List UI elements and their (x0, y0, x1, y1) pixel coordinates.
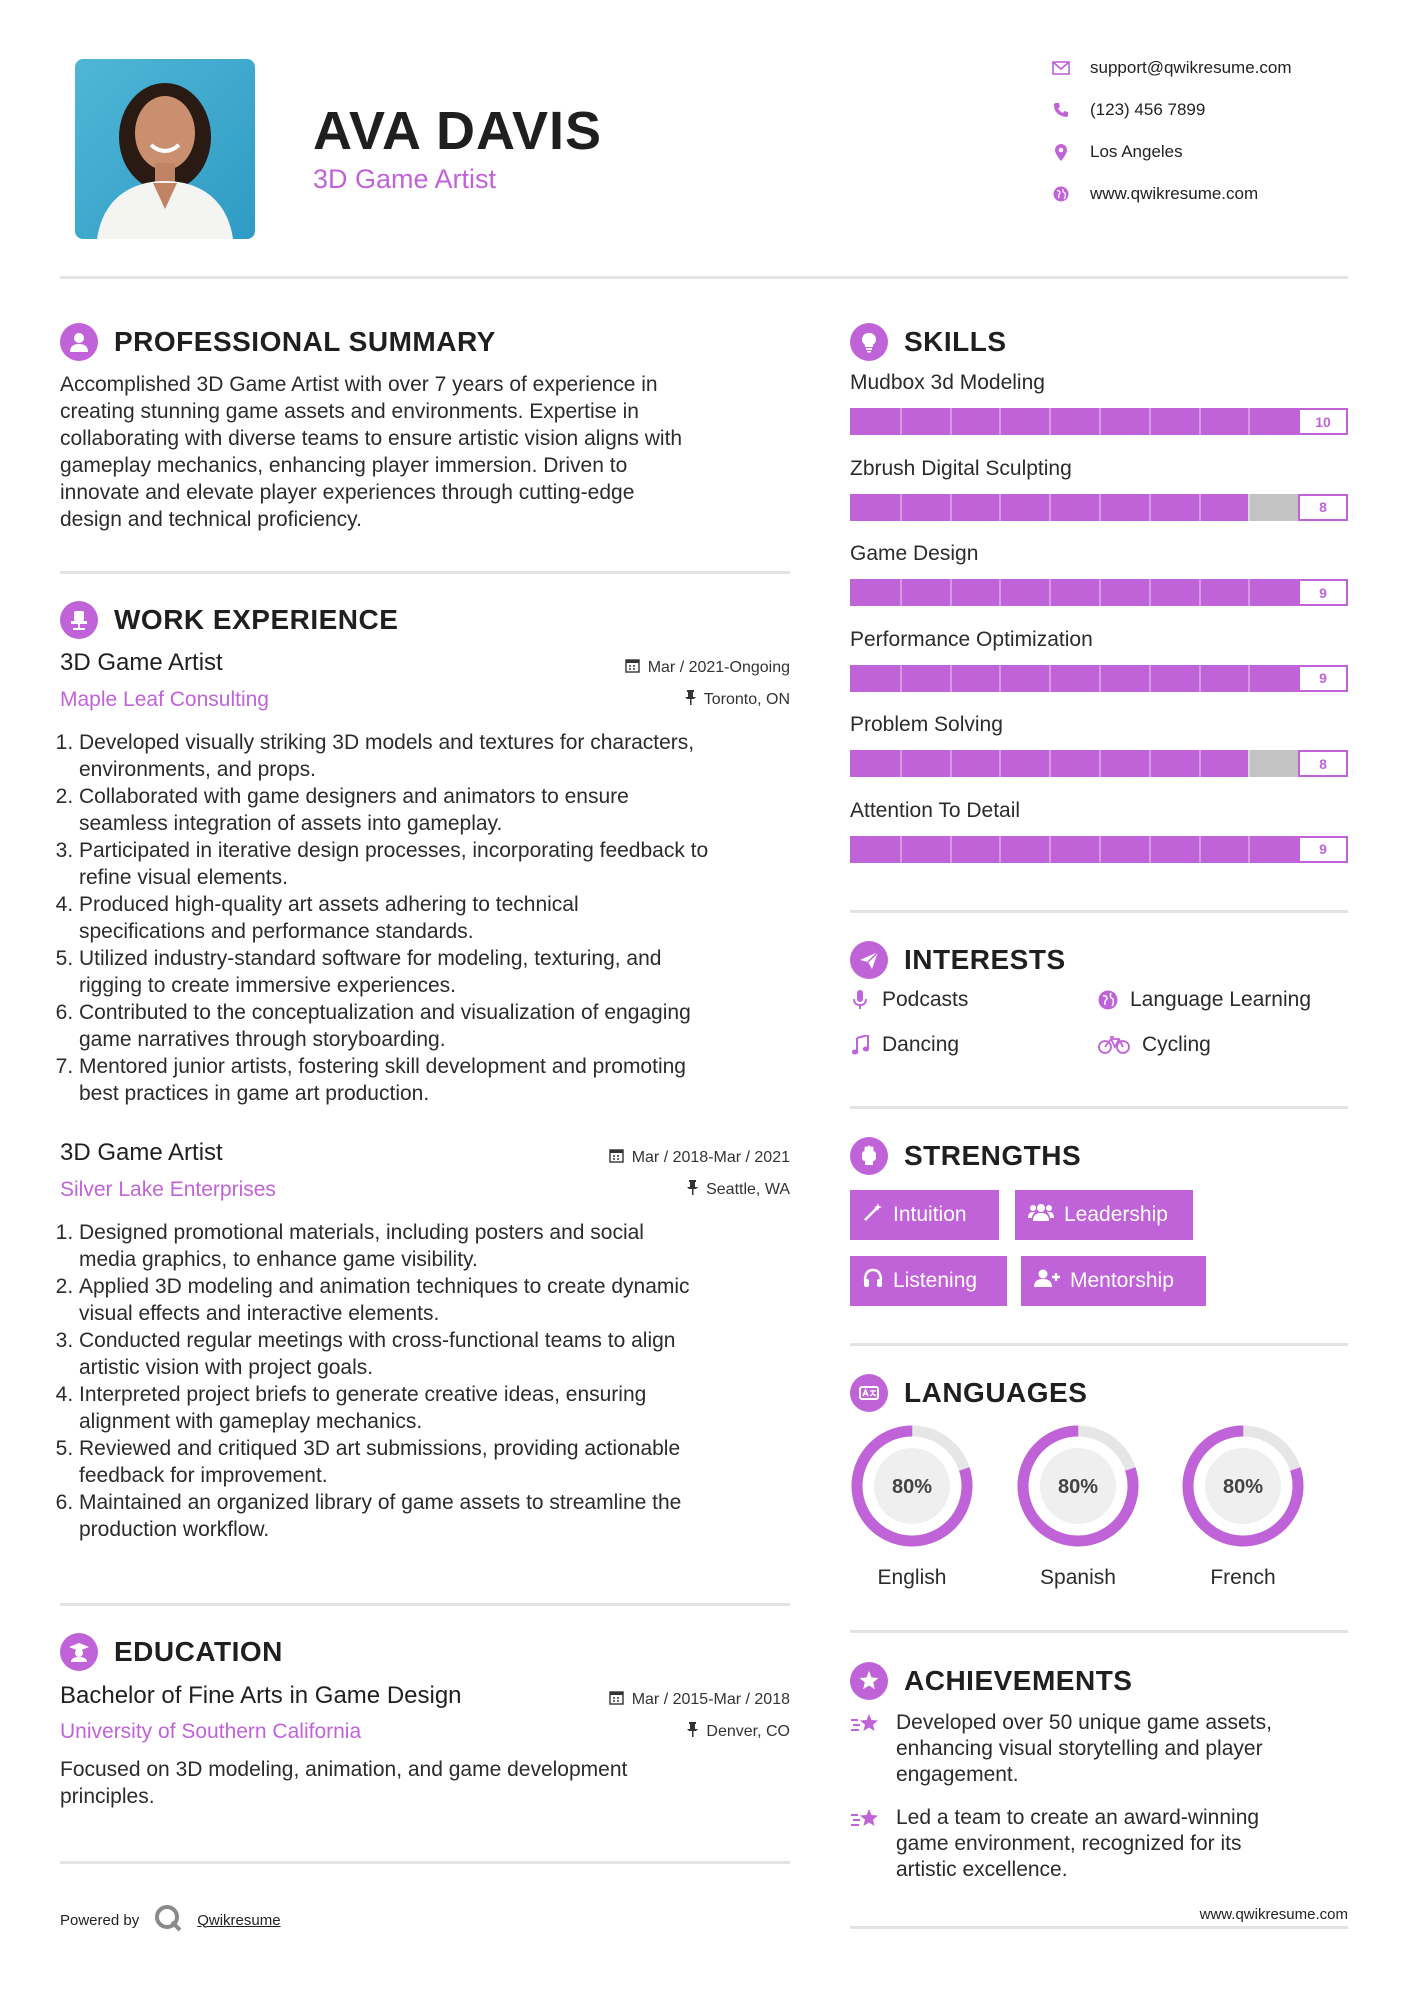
skill-bar (850, 836, 1348, 863)
language-ring (850, 1424, 974, 1548)
qwikresume-logo-icon (153, 1903, 183, 1937)
education-description: Focused on 3D modeling, animation, and game development principles. (60, 1758, 628, 1808)
job-2-location: Seattle, WA (540, 1180, 790, 1200)
interest-dancing: Dancing (850, 1033, 959, 1057)
skill-bar (850, 665, 1348, 692)
header-divider (60, 276, 1348, 279)
calendar-icon (609, 1690, 624, 1710)
translate-icon (850, 1374, 888, 1412)
list-item: 2. Applied 3D modeling and animation techniques to create dynamic visual effects and interactive elements. (79, 1273, 819, 1327)
skill-label: Game Design (850, 542, 979, 565)
strength-intuition: Intuition (850, 1190, 999, 1240)
job-2-responsibilities (60, 1219, 819, 1543)
summary-text: Accomplished 3D Game Artist with over 7 years of experience in creating stunning game assets and environments. Expertise in collaborating with diverse teams to ensure artistic vision aligns with gameplay mechanics, enhancing player immersion. Driven to innovate and elevate player experiences through cutting-edge design and technical proficiency. (60, 373, 683, 531)
skill-label: Performance Optimization (850, 627, 1093, 651)
language-percent: 80% (891, 1476, 933, 1498)
strengths-heading (850, 1137, 1081, 1175)
skill-bar (850, 750, 1348, 777)
job-1-company[interactable]: Maple Leaf Consulting (60, 688, 269, 711)
achievements-title: ACHIEVEMENTS (904, 1665, 1133, 1696)
language-name: Spanish (1040, 1566, 1116, 1589)
skill-level-badge: 9 (1298, 579, 1348, 606)
pushpin-icon (685, 690, 696, 710)
achievement-item: Led a team to create an award-winning game environment, recognized for its artistic excellence. (850, 1805, 1259, 1883)
globe-icon (1098, 990, 1118, 1010)
experience-heading (60, 601, 398, 639)
education-divider (60, 1861, 790, 1864)
powered-by (60, 1903, 281, 1937)
lightbulb-icon (850, 323, 888, 361)
powered-by-label: Powered by (60, 1911, 140, 1929)
contact-phone[interactable] (1050, 100, 1205, 120)
language-percent: 80% (1222, 1476, 1264, 1498)
job-2-company[interactable]: Silver Lake Enterprises (60, 1178, 276, 1201)
music-note-icon (850, 1035, 870, 1055)
language-name: French (1210, 1566, 1276, 1589)
pushpin-icon (687, 1722, 698, 1742)
education-title: EDUCATION (114, 1636, 283, 1667)
skill-level-badge: 9 (1298, 665, 1348, 692)
job-1-title: 3D Game Artist (60, 649, 223, 676)
education-dates: Mar / 2015-Mar / 2018 (520, 1690, 790, 1710)
contact-website-text: www.qwikresume.com (1090, 184, 1259, 203)
mail-icon (1050, 61, 1072, 75)
summary-heading (60, 323, 496, 361)
list-item: 3. Participated in iterative design processes, incorporating feedback to refine visual elements. (79, 837, 819, 891)
calendar-icon (625, 658, 640, 678)
users-icon (1028, 1202, 1054, 1228)
skills-divider (850, 910, 1348, 913)
skill-label: Zbrush Digital Sculpting (850, 456, 1072, 480)
paper-plane-icon (850, 941, 888, 979)
microphone-icon (850, 990, 870, 1010)
footer-divider (850, 1926, 1348, 1929)
language-percent: 80% (1057, 1476, 1099, 1498)
interests-title: INTERESTS (904, 944, 1066, 975)
footer-url[interactable]: www.qwikresume.com (1199, 1906, 1348, 1923)
skill-level-badge: 10 (1298, 408, 1348, 435)
languages-heading (850, 1374, 1087, 1412)
star-badge-icon (850, 1662, 888, 1700)
list-item: 6. Maintained an organized library of game assets to streamline the production workflow. (79, 1489, 819, 1543)
contact-location (1050, 142, 1183, 162)
graduate-icon (60, 1633, 98, 1671)
list-item: 1. Developed visually striking 3D models and textures for characters, environments, and props. (79, 729, 819, 783)
list-item: 3. Conducted regular meetings with cross-functional teams to align artistic vision with project goals. (79, 1327, 819, 1381)
profile-photo (75, 59, 255, 239)
summary-divider (60, 571, 790, 574)
user-icon (60, 323, 98, 361)
shooting-star-icon (850, 1805, 882, 1883)
skill-label: Problem Solving (850, 713, 1003, 736)
strength-leadership: Leadership (1015, 1190, 1193, 1240)
location-pin-icon (1050, 144, 1072, 161)
list-item: 1. Designed promotional materials, including posters and social media graphics, to enhance game visibility. (79, 1219, 819, 1273)
job-2-dates: Mar / 2018-Mar / 2021 (520, 1148, 790, 1168)
skills-title: SKILLS (904, 326, 1007, 357)
list-item: 7. Mentored junior artists, fostering skill development and promoting best practices in game art production. (79, 1053, 819, 1107)
candidate-name: AVA DAVIS (313, 101, 603, 161)
fist-icon (850, 1137, 888, 1175)
degree-title: Bachelor of Fine Arts in Game Design (60, 1682, 462, 1709)
globe-icon (1050, 186, 1072, 202)
skill-bar-fill (850, 836, 1298, 863)
achievements-heading (850, 1662, 1132, 1700)
skill-level-badge: 9 (1298, 836, 1348, 863)
candidate-title: 3D Game Artist (313, 164, 497, 194)
briefcase-chair-icon (60, 601, 98, 639)
contact-website[interactable] (1050, 184, 1258, 204)
skill-label: Mudbox 3d Modeling (850, 371, 1045, 394)
strengths-divider (850, 1343, 1348, 1346)
achievement-item: Developed over 50 unique game assets, enhancing visual storytelling and player engagement. (850, 1710, 1272, 1788)
skill-bar (850, 408, 1348, 435)
contact-phone-text: (123) 456 7899 (1090, 100, 1206, 119)
job-1-dates: Mar / 2021-Ongoing (540, 658, 790, 678)
language-ring (1016, 1424, 1140, 1548)
experience-divider (60, 1603, 790, 1606)
interests-heading (850, 941, 1066, 979)
headphones-icon (863, 1268, 883, 1294)
calendar-icon (609, 1148, 624, 1168)
magic-wand-icon (863, 1202, 883, 1228)
language-ring (1181, 1424, 1305, 1548)
skill-bar (850, 494, 1348, 521)
education-location: Denver, CO (540, 1722, 790, 1742)
skill-bar-fill (850, 665, 1298, 692)
summary-title: PROFESSIONAL SUMMARY (114, 326, 496, 357)
school-name[interactable]: University of Southern California (60, 1720, 362, 1743)
contact-email[interactable] (1050, 58, 1292, 78)
skill-bar-fill (850, 579, 1298, 606)
job-1-location: Toronto, ON (540, 690, 790, 710)
list-item: 5. Utilized industry-standard software for modeling, texturing, and rigging to create immersive experiences. (79, 945, 819, 999)
skill-label: Attention To Detail (850, 798, 1021, 822)
job-1-responsibilities (60, 729, 819, 1107)
strength-mentorship: Mentorship (1021, 1256, 1206, 1306)
list-item: 6. Contributed to the conceptualization and visualization of engaging game narratives through storyboarding. (79, 999, 819, 1053)
interest-podcasts: Podcasts (850, 988, 968, 1012)
list-item: 4. Interpreted project briefs to generate creative ideas, ensuring alignment with gameplay mechanics. (79, 1381, 819, 1435)
phone-icon (1050, 102, 1072, 118)
user-plus-icon (1034, 1268, 1060, 1294)
list-item: 5. Reviewed and critiqued 3D art submissions, providing actionable feedback for improvement. (79, 1435, 819, 1489)
bicycle-icon (1098, 1036, 1130, 1054)
list-item: 4. Produced high-quality art assets adhering to technical specifications and performance standards. (79, 891, 819, 945)
qwikresume-link[interactable]: Qwikresume (197, 1911, 281, 1929)
interest-language-learning: Language Learning (1098, 988, 1311, 1012)
skill-level-badge: 8 (1298, 750, 1348, 777)
skill-bar (850, 579, 1348, 606)
experience-title: WORK EXPERIENCE (114, 604, 399, 635)
contact-location-text: Los Angeles (1090, 142, 1183, 161)
languages-divider (850, 1630, 1348, 1633)
interests-divider (850, 1106, 1348, 1109)
contact-email-text: support@qwikresume.com (1090, 58, 1292, 77)
skills-heading (850, 323, 1007, 361)
job-2-title: 3D Game Artist (60, 1139, 223, 1166)
skill-level-badge: 8 (1298, 494, 1348, 521)
shooting-star-icon (850, 1710, 882, 1788)
list-item: 2. Collaborated with game designers and animators to ensure seamless integration of assets into gameplay. (79, 783, 819, 837)
education-heading (60, 1633, 283, 1671)
language-name: English (877, 1566, 947, 1589)
strength-listening: Listening (850, 1256, 1007, 1306)
interest-cycling: Cycling (1098, 1033, 1211, 1057)
strengths-title: STRENGTHS (904, 1140, 1082, 1171)
languages-title: LANGUAGES (904, 1377, 1088, 1408)
pushpin-icon (687, 1180, 698, 1200)
